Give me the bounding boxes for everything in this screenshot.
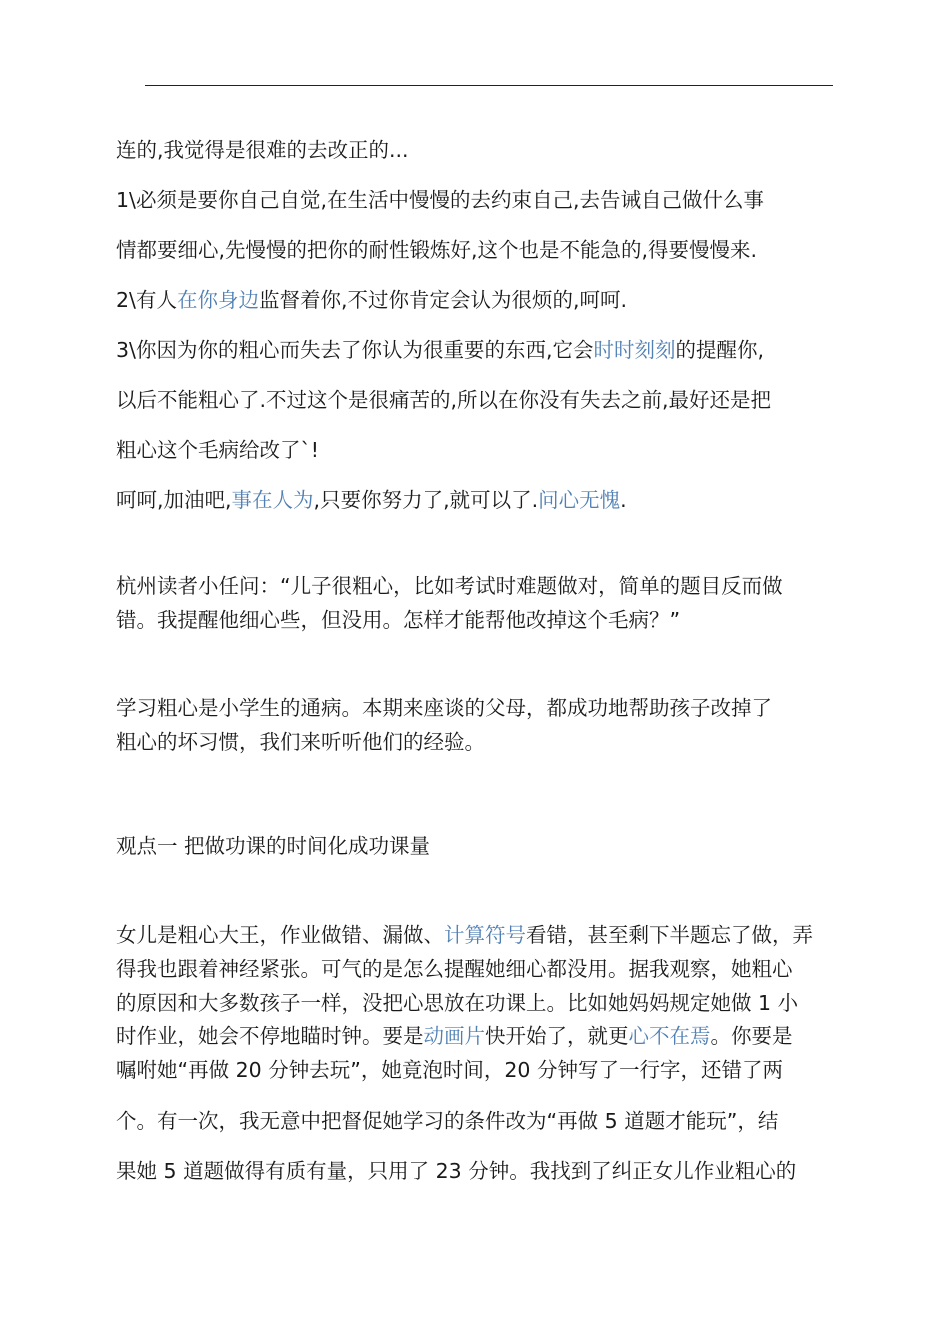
text-segment: 连的,我觉得是很难的去改正的... — [116, 138, 409, 162]
text-segment: 粗心这个毛病给改了`! — [116, 438, 319, 462]
text-segment: 错。我提醒他细心些，但没用。怎样才能帮他改掉这个毛病？” — [116, 608, 681, 632]
text-line — [116, 572, 783, 600]
text-segment: 观点一 把做功课的时间化成功课量 — [116, 834, 431, 858]
text-segment: 学习粗心是小学生的通病。本期来座谈的父母，都成功地帮助孩子改掉了 — [116, 696, 772, 720]
inline-link[interactable]: 动画片 — [423, 1024, 485, 1048]
text-segment: 监督着你,不过你肯定会认为很烦的,呵呵. — [258, 288, 628, 312]
text-line — [116, 286, 627, 314]
inline-link[interactable]: 事在人为 — [231, 488, 314, 512]
text-segment: 杭州读者小任问：“儿子很粗心，比如考试时难题做对，简单的题目反而做 — [116, 574, 783, 598]
text-segment: 粗心的坏习惯，我们来听听他们的经验。 — [116, 730, 485, 754]
inline-link[interactable]: 计算符号 — [444, 923, 526, 947]
text-line — [116, 1107, 778, 1135]
inline-link[interactable]: 心不在焉 — [628, 1024, 711, 1048]
text-line — [116, 186, 764, 214]
section-heading — [116, 832, 430, 860]
inline-link[interactable]: 问心无愧 — [538, 488, 621, 512]
header-rule — [145, 85, 833, 86]
text-line — [116, 236, 757, 264]
text-segment: 的原因和大多数孩子一样，没把心思放在功课上。比如她妈妈规定她做 1 小 — [116, 991, 799, 1015]
text-line — [116, 1056, 783, 1084]
inline-link[interactable]: 时时刻刻 — [593, 338, 676, 362]
text-line — [116, 1022, 793, 1050]
text-segment: 嘱咐她“再做 20 分钟去玩”，她竟泡时间，20 分钟写了一行字，还错了两 — [116, 1058, 783, 1082]
text-segment: 情都要细心,先慢慢的把你的耐性锻炼好,这个也是不能急的,得要慢慢来. — [116, 238, 758, 262]
text-line — [116, 1157, 796, 1185]
text-line — [116, 728, 485, 756]
text-segment: . — [620, 488, 627, 512]
text-segment: 个。有一次，我无意中把督促她学习的条件改为“再做 5 道题才能玩”，结 — [116, 1109, 779, 1133]
text-segment: 果她 5 道题做得有质有量，只用了 23 分钟。我找到了纠正女儿作业粗心的 — [116, 1159, 797, 1183]
inline-link[interactable]: 在你身边 — [176, 288, 259, 312]
text-line — [116, 336, 764, 364]
text-segment: 1\必须是要你自己自觉,在生活中慢慢的去约束自己,去告诫自己做什么事 — [116, 188, 764, 212]
text-segment: 。你要是 — [710, 1024, 793, 1048]
text-segment: 快开始了，就更 — [485, 1024, 629, 1048]
text-segment: 看错，甚至剩下半题忘了做，弄 — [526, 923, 813, 947]
text-line — [116, 606, 680, 634]
text-line — [116, 386, 771, 414]
text-segment: 的提醒你, — [675, 338, 764, 362]
text-segment: 时作业，她会不停地瞄时钟。要是 — [116, 1024, 424, 1048]
text-segment: 女儿是粗心大王，作业做错、漏做、 — [116, 923, 444, 947]
text-segment: ,只要你努力了,就可以了. — [313, 488, 539, 512]
text-line — [116, 136, 409, 164]
text-line — [116, 436, 319, 464]
text-segment: 得我也跟着神经紧张。可气的是怎么提醒她细心都没用。据我观察，她粗心 — [116, 957, 793, 981]
text-line — [116, 486, 627, 514]
text-line — [116, 694, 772, 722]
text-segment: 3\你因为你的粗心而失去了你认为很重要的东西,它会 — [116, 338, 594, 362]
text-segment: 以后不能粗心了.不过这个是很痛苦的,所以在你没有失去之前,最好还是把 — [116, 388, 772, 412]
text-line — [116, 989, 798, 1017]
text-segment: 呵呵,加油吧, — [116, 488, 232, 512]
text-line — [116, 955, 793, 983]
text-segment: 2\有人 — [116, 288, 177, 312]
text-line — [116, 921, 813, 949]
